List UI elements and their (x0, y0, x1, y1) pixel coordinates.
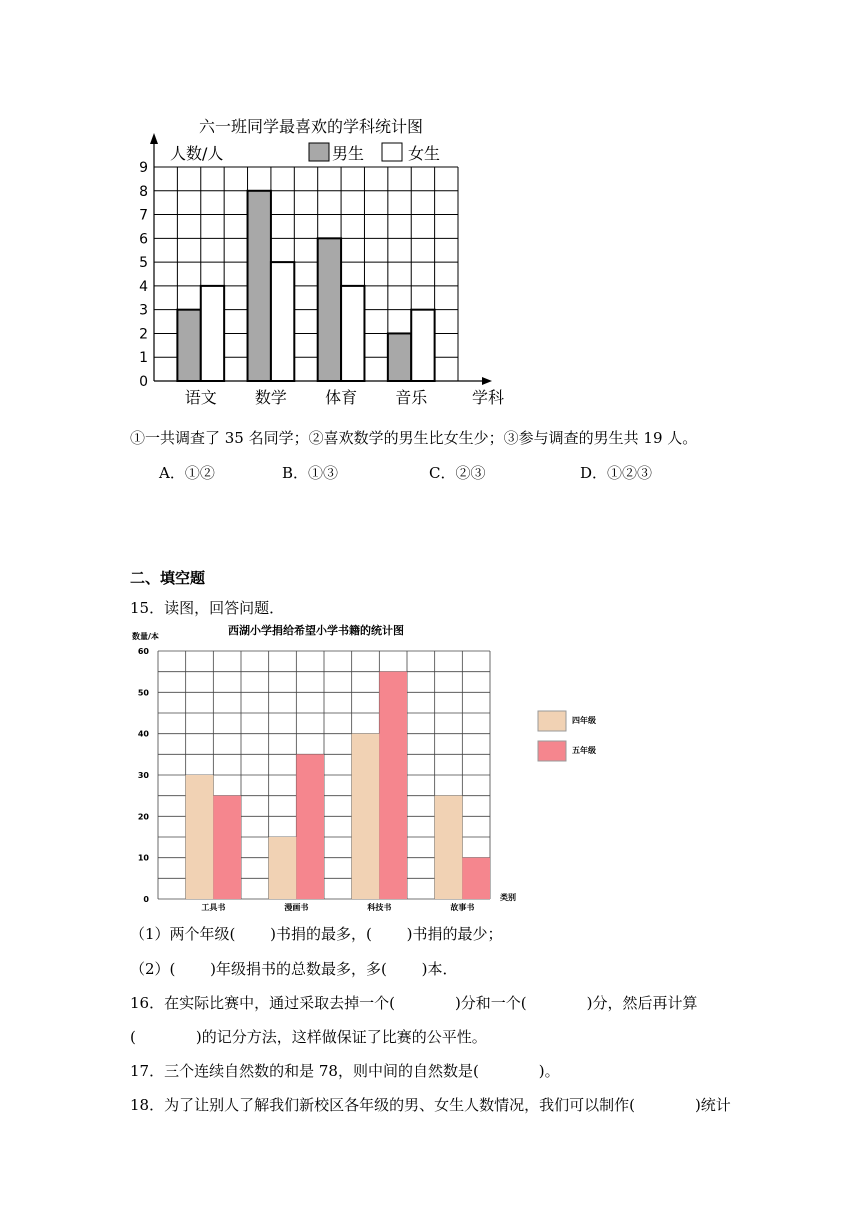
chart2-bar (269, 837, 297, 899)
section-heading: 二、填空题 (130, 569, 206, 587)
q18-text: 18．为了让别人了解我们新校区各年级的男、女生人数情况，我们可以制作( )统计 (130, 1096, 731, 1114)
chart2-y-tick-label: 30 (137, 771, 149, 780)
chart2-bar (296, 754, 324, 899)
chart2-y-tick-label: 0 (143, 895, 149, 904)
chart1-y-tick-label: 3 (139, 302, 148, 319)
chart1-y-tick-label: 0 (139, 374, 148, 390)
q15-sub2: （2）( )年级捐书的总数最多，多( )本． (130, 960, 458, 978)
chart1-x-tick-label: 语文 (184, 388, 217, 407)
chart1-y-tick-label: 2 (139, 326, 148, 343)
chart2-y-tick-label: 60 (137, 647, 149, 656)
chart1-y-tick-label: 5 (139, 255, 148, 272)
chart1-y-tick-label: 9 (139, 160, 148, 176)
q14-option-c[interactable]: C．②③ (429, 464, 486, 482)
chart1-title: 六一班同学最喜欢的学科统计图 (198, 117, 424, 136)
legend-swatch-grade5 (538, 741, 566, 761)
legend-label-grade4: 四年级 (572, 716, 596, 725)
legend-label-boys: 男生 (332, 144, 365, 163)
chart2-x-tick-label: 漫画书 (284, 903, 309, 912)
chart2-bar (435, 796, 463, 899)
legend-swatch-grade4 (538, 711, 566, 731)
chart2-title: 西湖小学捐给希望小学书籍的统计图 (228, 624, 404, 637)
chart1-x-tick-label: 体育 (325, 388, 358, 407)
chart2-bar (462, 858, 490, 899)
chart2-bar (352, 734, 380, 899)
chart1-ylabel: 人数/人 (170, 144, 224, 163)
chart2-y-tick-label: 50 (137, 688, 149, 698)
chart1-y-tick-label: 6 (139, 231, 148, 248)
chart2-bar (379, 672, 407, 899)
chart2-ylabel: 数量/本 (132, 632, 159, 641)
legend-label-grade5: 五年级 (572, 746, 596, 755)
chart1-y-tick-label: 1 (139, 350, 148, 367)
chart1-y-tick-label: 8 (139, 183, 148, 200)
q14-option-b[interactable]: B．①③ (282, 464, 339, 482)
chart1-x-tick-label: 数学 (254, 388, 287, 407)
chart1-y-tick-label: 7 (139, 207, 148, 224)
chart2-bar (213, 796, 241, 899)
q14-statement: ①一共调查了 35 名同学；②喜欢数学的男生比女生少；③参与调查的男生共 19 人。 (130, 429, 698, 447)
q16-line2: ( )的记分方法，这样做保证了比赛的公平性。 (130, 1028, 487, 1046)
q15-stem: 15．读图，回答问题． (130, 599, 285, 617)
legend-label-girls: 女生 (408, 144, 441, 163)
chart2-x-tick-label: 科技书 (367, 903, 392, 912)
q14-option-a[interactable]: A．①② (159, 464, 215, 482)
chart1-y-tick-label: 4 (139, 278, 148, 295)
chart2-xlabel: 类别 (500, 893, 516, 902)
q16-line1: 16．在实际比赛中，通过采取去掉一个( )分和一个( )分，然后再计算 (130, 994, 698, 1012)
chart2-x-tick-label: 故事书 (450, 903, 475, 912)
chart1-x-tick-label: 音乐 (395, 388, 428, 407)
chart2-x-tick-label: 工具书 (201, 903, 226, 912)
q14-option-d[interactable]: D．①②③ (580, 464, 653, 482)
q15-sub1: （1）两个年级( )书捐的最多，( )书捐的最少； (130, 925, 503, 943)
q17-text: 17．三个连续自然数的和是 78，则中间的自然数是( )。 (130, 1062, 560, 1080)
chart2-y-tick-label: 10 (137, 853, 149, 863)
chart2-bar (186, 775, 214, 899)
chart2-y-tick-label: 20 (137, 812, 149, 822)
chart1-xlabel: 学科 (472, 388, 505, 407)
chart2-y-tick-label: 40 (137, 729, 149, 739)
